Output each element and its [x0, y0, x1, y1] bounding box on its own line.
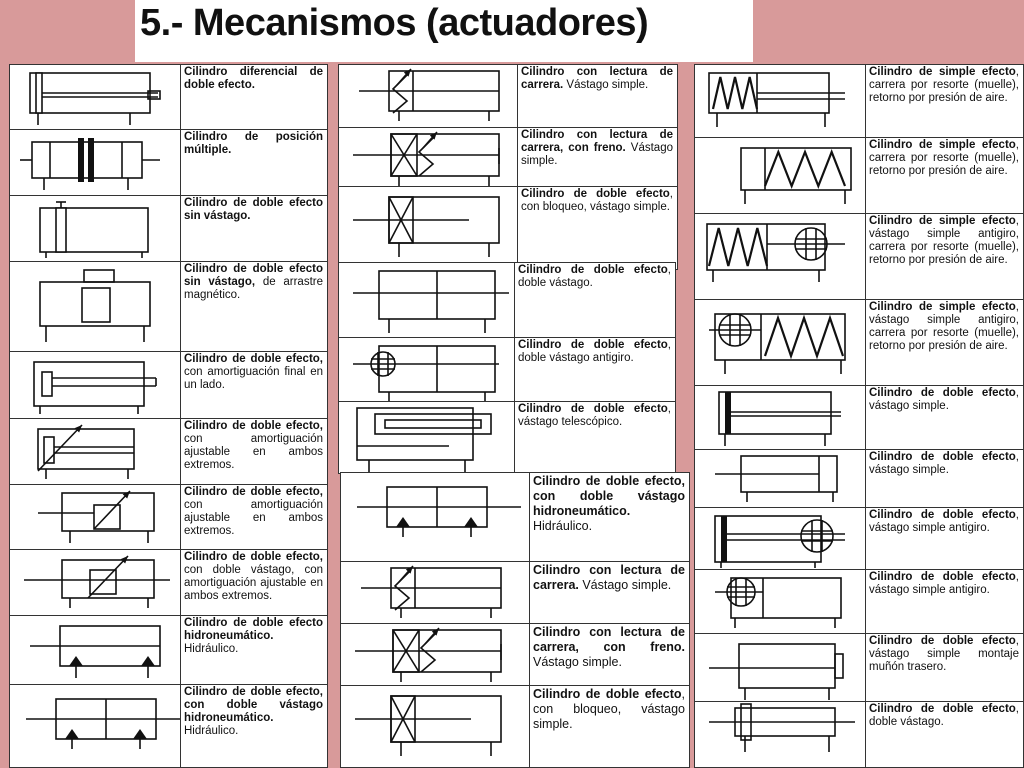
actuator-name: Cilindro diferencial de doble efecto. — [184, 66, 323, 91]
symbol-hidroneumatico — [10, 616, 181, 685]
symbol-doble-vastago-amortiguacion — [10, 550, 181, 616]
actuator-name: Cilindro con lectura de carrera, con freno. — [521, 129, 673, 154]
actuator-detail: de arrastre magnético. — [184, 276, 323, 301]
actuator-name: Cilindro de doble efecto, con doble vástago hidroneumático. — [184, 686, 323, 724]
actuator-row — [10, 129, 327, 196]
symbol-amortiguacion-ajustable-ambos-1 — [10, 419, 181, 485]
actuator-name: Cilindro con lectura de carrera. — [533, 563, 685, 592]
actuator-name: Cilindro de doble efecto, — [184, 486, 323, 498]
symbol-vastago-simple-antigiro-1 — [695, 508, 866, 570]
actuator-name: Cilindro de doble efecto — [869, 571, 1016, 583]
actuator-row — [339, 186, 677, 270]
actuator-description — [518, 339, 671, 402]
symbol-doble-efecto-sin-vastago — [10, 196, 181, 262]
actuator-detail: , doble vástago antigiro. — [518, 339, 671, 364]
actuator-description — [869, 635, 1019, 702]
symbol-simple-efecto-antigiro-1 — [695, 214, 866, 300]
actuator-detail: , con bloqueo, vástago simple. — [533, 687, 685, 731]
actuator-name: Cilindro de doble efecto — [869, 635, 1016, 647]
symbol-sin-vastago-arrastre-magnetico — [10, 262, 181, 352]
actuator-row — [695, 507, 1023, 570]
actuator-description — [869, 571, 1019, 634]
symbol-vastago-simple-2 — [695, 450, 866, 508]
actuator-description — [533, 625, 685, 686]
actuator-name: Cilindro de doble efecto — [869, 451, 1016, 463]
symbol-doble-vastago-antigiro — [339, 338, 515, 402]
actuator-row — [10, 195, 327, 262]
actuator-description — [184, 131, 323, 196]
actuator-description — [533, 687, 685, 768]
actuator-table-middle-bottom — [340, 472, 690, 768]
actuator-description — [521, 66, 673, 127]
actuator-name: Cilindro de doble efecto — [518, 403, 668, 415]
actuator-name: Cilindro de doble efecto — [521, 188, 670, 200]
actuator-description — [184, 486, 323, 550]
symbol-telescopico — [339, 402, 515, 474]
actuator-name: Cilindro de simple efecto — [869, 215, 1016, 227]
symbol-vastago-simple-1 — [695, 386, 866, 450]
actuator-detail: , con bloqueo, vástago simple. — [521, 188, 673, 213]
actuator-detail: , doble vástago. — [518, 264, 671, 289]
actuator-description — [869, 215, 1019, 300]
actuator-row — [695, 299, 1023, 386]
actuator-detail: , vástago simple antigiro, carrera por resorte (muelle), retorno por presión de aire. — [869, 215, 1019, 266]
actuator-detail: con amortiguación ajustable en ambos extremos. — [184, 433, 323, 471]
actuator-row — [695, 65, 1023, 137]
actuator-row — [10, 615, 327, 685]
actuator-name: Cilindro de doble efecto — [518, 339, 668, 351]
actuator-name: Cilindro de posición múltiple. — [184, 131, 323, 156]
symbol-bloqueo — [339, 187, 518, 270]
actuator-name: Cilindro de simple efecto — [869, 139, 1016, 151]
actuator-name: Cilindro de doble efecto — [869, 387, 1016, 399]
actuator-description — [521, 129, 673, 187]
actuator-detail: Vástago simple. — [521, 142, 673, 167]
actuator-description — [869, 509, 1019, 570]
actuator-detail: Vástago simple. — [578, 578, 672, 592]
actuator-detail: Hidráulico. — [184, 725, 239, 737]
actuator-name: Cilindro de simple efecto — [869, 66, 1016, 78]
actuator-row — [339, 337, 675, 402]
symbol-montaje-munon-trasero — [695, 634, 866, 702]
actuator-detail: Hidráulico. — [184, 643, 239, 655]
actuator-row — [339, 263, 675, 337]
actuator-row — [695, 569, 1023, 634]
actuator-row — [341, 685, 689, 768]
actuator-row — [341, 623, 689, 686]
actuator-name: Cilindro de doble efecto — [869, 703, 1016, 715]
actuator-description — [518, 403, 671, 474]
actuator-row — [695, 213, 1023, 300]
actuator-description — [518, 264, 671, 337]
actuator-description — [184, 353, 323, 419]
actuator-description — [184, 263, 323, 352]
actuator-detail: con doble vástago, con amortiguación ajustable en ambos extremos. — [184, 564, 323, 602]
actuator-row — [341, 561, 689, 624]
actuator-name: Cilindro de doble efecto sin vástago. — [184, 197, 323, 222]
actuator-row — [339, 65, 677, 127]
actuator-detail: Vástago simple. — [533, 655, 622, 669]
symbol-doble-vastago-hidroneumatico — [10, 685, 181, 768]
actuator-detail: , carrera por resorte (muelle), retorno por presión de aire. — [869, 66, 1019, 104]
actuator-name: Cilindro de doble efecto — [869, 509, 1016, 521]
actuator-description — [184, 66, 323, 129]
symbol-simple-efecto-retorno-aire-1 — [695, 65, 866, 137]
actuator-table-middle-center — [338, 262, 676, 474]
actuator-detail: Vástago simple. — [563, 79, 649, 91]
actuator-description — [869, 139, 1019, 214]
actuator-description — [869, 66, 1019, 137]
actuator-row — [10, 684, 327, 768]
actuator-row — [695, 701, 1023, 768]
actuator-name: Cilindro de doble efecto — [533, 687, 682, 701]
actuator-name: Cilindro de doble efecto, con doble vástago hidroneumático. — [533, 474, 685, 518]
actuator-row — [339, 401, 675, 474]
symbol-cilindro-posicion-multiple — [10, 130, 181, 196]
actuator-detail: Hidráulico. — [533, 519, 593, 533]
actuator-description — [184, 686, 323, 768]
symbol-lectura-carrera-freno — [341, 624, 530, 686]
actuator-name: Cilindro con lectura de carrera, con freno. — [533, 625, 685, 654]
actuator-name: Cilindro de doble efecto sin vástago, — [184, 263, 323, 288]
actuator-description — [184, 420, 323, 485]
actuator-description — [184, 197, 323, 262]
actuator-row — [10, 65, 327, 129]
symbol-bloqueo — [341, 686, 530, 768]
actuator-description — [184, 551, 323, 616]
actuator-row — [695, 633, 1023, 702]
symbol-lectura-carrera — [341, 562, 530, 624]
symbol-simple-efecto-antigiro-2 — [695, 300, 866, 386]
actuator-row — [695, 385, 1023, 450]
actuator-detail: , vástago simple. — [869, 451, 1019, 476]
symbol-amortiguacion-ajustable-ambos-2 — [10, 485, 181, 550]
actuator-detail: con amortiguación final en un lado. — [184, 366, 323, 391]
actuator-description — [869, 703, 1019, 768]
actuator-detail: , vástago simple antigiro. — [869, 571, 1019, 596]
actuator-detail: , vástago telescópico. — [518, 403, 671, 428]
actuator-detail: con amortiguación ajustable en ambos extremos. — [184, 499, 323, 537]
actuator-row — [695, 137, 1023, 214]
symbol-lectura-carrera — [339, 65, 518, 127]
actuator-description — [533, 474, 685, 561]
actuator-table-left — [9, 64, 328, 768]
actuator-detail: , doble vástago. — [869, 703, 1019, 728]
actuator-name: Cilindro con lectura de carrera. — [521, 66, 673, 91]
actuator-detail: , vástago simple antigiro, carrera por resorte (muelle), retorno por presión de aire. — [869, 301, 1019, 352]
actuator-row — [339, 127, 677, 187]
actuator-description — [533, 563, 685, 624]
symbol-doble-vastago-hidroneumatico — [341, 473, 530, 561]
symbol-cilindro-diferencial-doble-efecto — [10, 65, 181, 129]
actuator-row — [10, 351, 327, 419]
actuator-row — [10, 261, 327, 352]
actuator-name: Cilindro de simple efecto — [869, 301, 1016, 313]
actuator-detail: , carrera por resorte (muelle), retorno por presión de aire. — [869, 139, 1019, 177]
actuator-description — [869, 301, 1019, 386]
actuator-name: Cilindro de doble efecto, — [184, 551, 323, 563]
actuator-row — [10, 418, 327, 485]
symbol-doble-vastago — [339, 263, 515, 337]
symbol-doble-vastago-2 — [695, 702, 866, 768]
actuator-row — [695, 449, 1023, 508]
actuator-name: Cilindro de doble efecto hidroneumático. — [184, 617, 323, 642]
symbol-vastago-simple-antigiro-2 — [695, 570, 866, 634]
symbol-lectura-carrera-freno — [339, 128, 518, 187]
actuator-name: Cilindro de doble efecto, — [184, 420, 323, 432]
actuator-table-right — [694, 64, 1024, 768]
actuator-description — [869, 451, 1019, 508]
symbol-simple-efecto-retorno-aire-2 — [695, 138, 866, 214]
actuator-detail: , vástago simple antigiro. — [869, 509, 1019, 534]
actuator-row — [341, 473, 689, 561]
actuator-detail: , vástago simple. — [869, 387, 1019, 412]
symbol-amortiguacion-final-un-lado — [10, 352, 181, 419]
actuator-detail: , vástago simple montaje muñón trasero. — [869, 635, 1019, 673]
actuator-table-middle-top — [338, 64, 678, 270]
actuator-description — [184, 617, 323, 685]
actuator-description — [521, 188, 673, 270]
actuator-description — [869, 387, 1019, 450]
actuator-name: Cilindro de doble efecto — [518, 264, 668, 276]
actuator-row — [10, 484, 327, 550]
page-title: 5.- Mecanismos (actuadores) — [140, 2, 649, 44]
actuator-name: Cilindro de doble efecto, — [184, 353, 323, 365]
actuator-row — [10, 549, 327, 616]
